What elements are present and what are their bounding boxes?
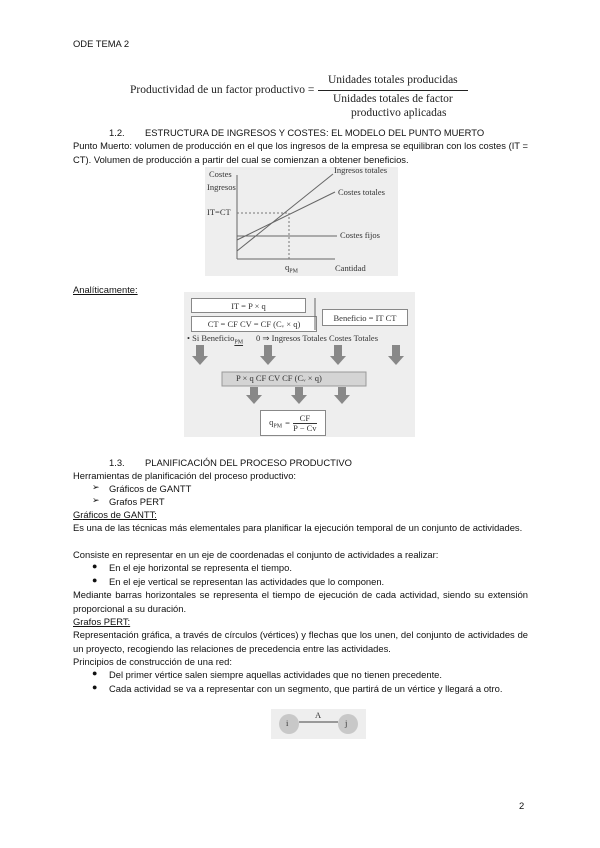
tool-gantt: Gráficos de GANTT (109, 483, 192, 494)
pert-node-i (279, 714, 299, 734)
si-beneficio-text (187, 333, 243, 346)
section-title-1-2: ESTRUCTURA DE INGRESOS Y COSTES: EL MODELO DEL PUNTO MUERTO (145, 127, 485, 138)
chart-q-label (285, 262, 298, 275)
page-header-title: ODE TEMA 2 (73, 38, 130, 49)
pert-node-i-label: i (286, 718, 289, 728)
pert-bullet-2: Cada actividad se va a representar con un segmento, que partirá de un vértice y llegará a otro. (109, 683, 503, 694)
formula-numerator: Unidades totales producidas (328, 74, 458, 86)
section-1-2-paragraph: Punto Muerto: volumen de producción en el que los ingresos de la empresa se equilibran con los costes (IT = CT). Volumen de producción a partir del cual se comienzan a obtener beneficios. (73, 140, 528, 165)
chart-costes-fijos-label: Costes fijos (340, 230, 380, 240)
pert-activity-label: A (315, 710, 322, 720)
pert-paragraph-2: Principios de construcción de una red: (73, 656, 232, 667)
qpm-result-equals: = (285, 418, 290, 428)
analytic-figure (184, 292, 415, 437)
chart-q-sub: PM (289, 268, 298, 275)
beneficio-equation-box: Beneficio = IT CT (322, 309, 408, 326)
ct-equation-box: CT = CF CV = CF (Cᵥ × q) (191, 316, 317, 332)
formula-denominator-1: Unidades totales de factor (333, 93, 453, 105)
productivity-formula (130, 74, 475, 120)
qpm-result-fraction (293, 414, 317, 433)
chart-q-text: q (285, 262, 290, 272)
pert-bullet-1: Del primer vértice salen siempre aquellas actividades que no tienen precedente. (109, 669, 443, 680)
analiticamente-heading: Analíticamente: (73, 284, 138, 295)
section-number-1-3: 1.3. (109, 457, 125, 468)
formula-fraction-bar (318, 90, 468, 91)
chevron-bullet-icon: ➢ (92, 482, 100, 492)
tools-intro: Herramientas de planificación del proceso productivo: (73, 470, 297, 481)
qpm-result-box (260, 410, 326, 436)
section-title-1-3: PLANIFICACIÓN DEL PROCESO PRODUCTIVO (145, 457, 352, 468)
middle-equation: P × q CF CV CF (Cᵥ × q) (236, 373, 322, 383)
section-number-1-2: 1.2. (109, 127, 125, 138)
gantt-paragraph-2: Consiste en representar en un eje de coordenadas el conjunto de actividades a realizar: (73, 549, 439, 560)
gantt-bullet-1: En el eje horizontal se representa el tiempo. (109, 562, 292, 573)
chart-costes-totales-label: Costes totales (338, 187, 385, 197)
chart-ingresos-totales-label: Ingresos totales (334, 165, 388, 175)
pert-figure (271, 709, 366, 739)
chart-ylabel-ingresos: Ingresos (207, 182, 236, 192)
gantt-paragraph-1: Es una de las técnicas más elementales para planificar la ejecución temporal de un conjunto de actividades. (73, 522, 523, 533)
qpm-result-sub: PM (273, 423, 283, 430)
qpm-result-lhs (269, 417, 282, 430)
pert-node-j-label: j (345, 718, 348, 728)
it-equation-box: IT = P × q (191, 298, 306, 313)
pert-node-j (338, 714, 358, 734)
gantt-paragraph-3: Mediante barras horizontales se representa el tiempo de ejecución de cada actividad, siendo su extensión proporcional a su duración. (73, 589, 528, 614)
zero-implication-text: 0 ⇒ Ingresos Totales Costes Totales (256, 333, 379, 343)
chart-cantidad-label: Cantidad (335, 263, 366, 273)
costes-totales-line (237, 192, 335, 240)
bullet-dot-icon: ● (92, 561, 98, 571)
tool-pert: Grafos PERT (109, 496, 165, 507)
chevron-bullet-icon: ➢ (92, 495, 100, 505)
breakeven-chart (205, 167, 398, 276)
qpm-result-denominator: P − Cv (293, 422, 317, 433)
gantt-heading: Gráficos de GANTT: (73, 509, 157, 520)
bullet-dot-icon: ● (92, 668, 98, 678)
pert-heading: Grafos PERT: (73, 616, 131, 627)
bullet-dot-icon: ● (92, 575, 98, 585)
formula-denominator-2: productivo aplicadas (351, 107, 447, 119)
qpm-result-numerator: CF (299, 412, 311, 423)
bullet-dot-icon: ● (92, 682, 98, 692)
si-beneficio-label: • Si Beneficio (187, 333, 235, 343)
chart-it-ct-label: IT=CT (207, 207, 231, 217)
page-number: 2 (519, 800, 525, 811)
gantt-bullet-2: En el eje vertical se representan las actividades que lo componen. (109, 576, 385, 587)
chart-ylabel-costes: Costes (209, 169, 232, 179)
si-beneficio-sub: PM (234, 339, 244, 346)
qpm-result-q: q (269, 416, 274, 427)
pert-paragraph-1: Representación gráfica, a través de círculos (vértices) y flechas que los unen, del conjunto de actividades de un proyecto, recogiendo las relaciones de precedencia entre las actividades. (73, 629, 528, 654)
formula-lhs: Productividad de un factor productivo = (130, 84, 315, 96)
